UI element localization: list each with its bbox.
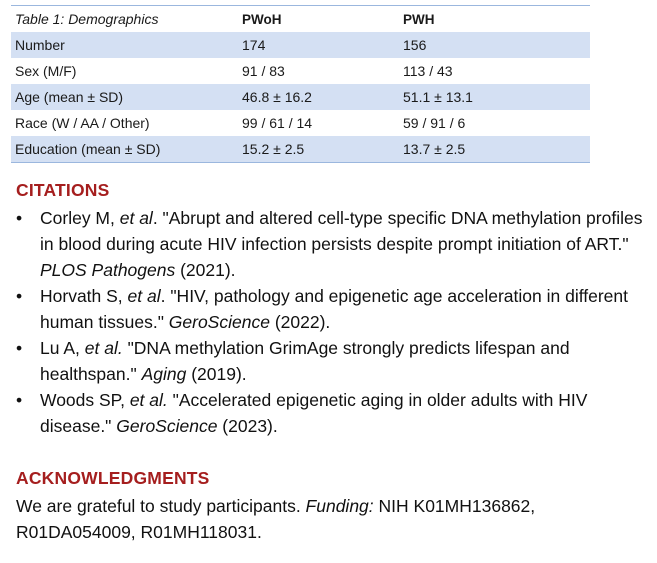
grant-numbers: NIH K01MH136862, R01DA054009, R01MH118031. — [16, 496, 536, 542]
row-label: Age (mean ± SD) — [11, 84, 238, 110]
bullet-marker: • — [16, 338, 23, 358]
citation-year: (2022). — [269, 312, 331, 332]
citation-etal: et al — [127, 286, 161, 306]
citation-title: "Accelerated epigenetic aging in older adults with HIV disease." — [40, 390, 588, 436]
citation-etal: et al — [119, 208, 153, 228]
citations-heading: CITATIONS — [16, 180, 110, 200]
pwoh-value: 46.8 ± 16.2 — [238, 84, 399, 110]
row-label: Sex (M/F) — [15, 63, 77, 79]
column-header-pwoh: PWoH — [242, 11, 282, 27]
citation-year: (2023). — [217, 416, 278, 436]
column-header-pwh: PWH — [403, 11, 435, 27]
table-row — [11, 84, 590, 110]
table-row — [11, 58, 590, 84]
pwoh-value: 15.2 ± 2.5 — [238, 136, 399, 163]
pwh-value: 113 / 43 — [403, 63, 453, 79]
table-row — [11, 136, 590, 163]
pwh-value: 13.7 ± 2.5 — [399, 136, 590, 163]
citation-title: . "Abrupt and altered cell-type specific DNA methylation profiles in blood during acute HIV infection persists despite prompt initiation of ART." — [40, 208, 643, 254]
citation-etal: et al. — [84, 338, 123, 358]
citation-author: Corley M, — [40, 208, 120, 228]
row-label: Education (mean ± SD) — [11, 136, 238, 163]
pwh-value: 156 — [399, 32, 590, 58]
bullet-marker: • — [16, 390, 23, 410]
pwh-value: 51.1 ± 13.1 — [399, 84, 590, 110]
pwh-value: 59 / 91 / 6 — [403, 115, 466, 131]
citation-item — [16, 205, 646, 283]
ack-thanks: We are grateful to study participants. — [16, 496, 306, 516]
poster-text-section — [16, 180, 646, 545]
citation-item — [16, 387, 646, 439]
citation-author: Lu A, — [40, 338, 85, 358]
demographics-table-container — [11, 5, 590, 163]
bullet-marker: • — [16, 208, 23, 228]
citation-year: (2021). — [175, 260, 236, 280]
citation-year: (2019). — [186, 364, 247, 384]
table-row — [11, 32, 590, 58]
citation-journal: Aging — [141, 364, 187, 384]
table-caption: Table 1: Demographics — [15, 11, 159, 27]
acknowledgments-heading: ACKNOWLEDGMENTS — [16, 468, 210, 488]
pwoh-value: 91 / 83 — [242, 63, 285, 79]
bullet-marker: • — [16, 286, 23, 306]
citation-author: Horvath S, — [40, 286, 128, 306]
funding-label: Funding: — [305, 496, 374, 516]
table-row — [11, 110, 590, 136]
table-header-row — [11, 6, 590, 33]
citation-item — [16, 335, 646, 387]
acknowledgments-text — [16, 493, 646, 545]
row-label: Number — [11, 32, 238, 58]
citation-journal: GeroScience — [116, 416, 218, 436]
pwoh-value: 174 — [238, 32, 399, 58]
citation-journal: PLOS Pathogens — [40, 260, 176, 280]
citation-author: Woods SP, — [40, 390, 130, 410]
citation-title: "DNA methylation GrimAge strongly predicts lifespan and healthspan." — [40, 338, 570, 384]
citation-etal: et al. — [129, 390, 168, 410]
citation-journal: GeroScience — [168, 312, 270, 332]
citation-title: . "HIV, pathology and epigenetic age acceleration in different human tissues." — [40, 286, 628, 332]
row-label: Race (W / AA / Other) — [15, 115, 150, 131]
citations-list — [16, 205, 646, 439]
demographics-table — [11, 5, 590, 163]
citation-item — [16, 283, 646, 335]
pwoh-value: 99 / 61 / 14 — [242, 115, 313, 131]
